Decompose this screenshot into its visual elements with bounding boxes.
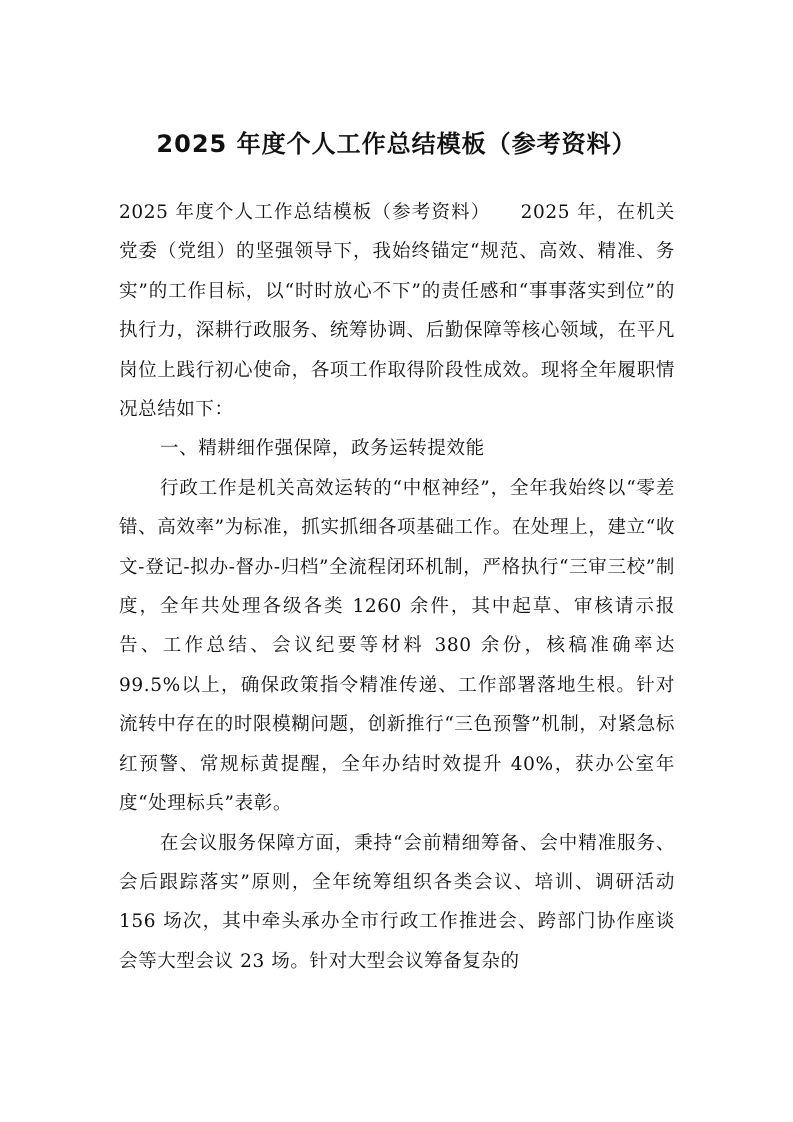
intro-paragraph: 2025 年度个人工作总结模板（参考资料） 2025 年，在机关党委（党组）的坚强领导下，我始终锚定“规范、高效、精准、务实”的工作目标，以“时时放心不下”的责任感和“事事落实到位”的执行力，深耕行政服务、统筹协调、后勤保障等核心领域，在平凡岗位上践行初心使命，各项工作取得阶段性成效。现将全年履职情况总结如下：	[119, 202, 675, 421]
section-heading-1: 一、精耕细作强保障，政务运转提效能	[160, 438, 485, 460]
document-body	[119, 193, 675, 981]
body-paragraph-1: 行政工作是机关高效运转的“中枢神经”，全年我始终以“零差错、高效率”为标准，抓实抓细各项基础工作。在处理上，建立“收文-登记-拟办-督办-归档”全流程闭环机制，严格执行“三审三校”制度，全年共处理各级各类 1260 余件，其中起草、审核请示报告、工作总结、会议纪要等材料 380 余份，核稿准确率达 99.5%以上，确保政策指令精准传递、工作部署落地生根。针对流转中存在的时限模糊问题，创新推行“三色预警”机制，对紧急标红预警、常规标黄提醒，全年办结时效提升 40%，获办公室年度“处理标兵”表彰。	[119, 477, 675, 815]
document-title: 2025 年度个人工作总结模板（参考资料）	[156, 130, 637, 158]
body-paragraph-2: 在会议服务保障方面，秉持“会前精细筹备、会中精准服务、会后跟踪落实”原则，全年统筹组织各类会议、培训、调研活动 156 场次，其中牵头承办全市行政工作推进会、跨部门协作座谈会等大型会议 23 场。针对大型会议筹备复杂的	[119, 832, 675, 972]
